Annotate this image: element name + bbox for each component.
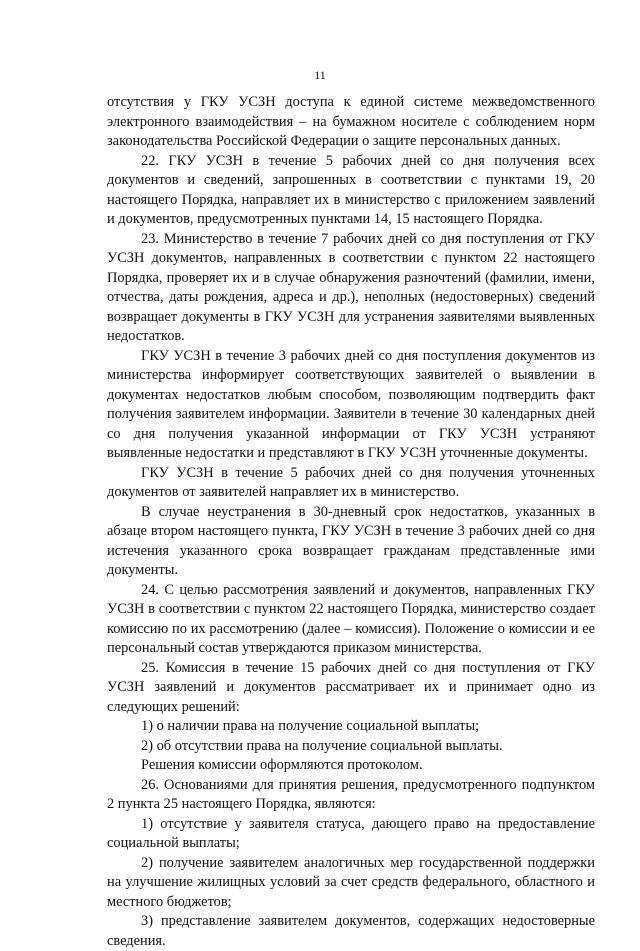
paragraph-item-23-forwarding: ГКУ УСЗН в течение 5 рабочих дней со дня получения уточненных документов от заявителей направляет их в министерство. bbox=[107, 464, 595, 500]
paragraph-item-25-decision-1: 1) о наличии права на получение социальной выплаты; bbox=[141, 718, 480, 734]
paragraph-item-25: 25. Комиссия в течение 15 рабочих дней со дня поступления от ГКУ УСЗН заявлений и документов рассматривает их и принимает одно из следующих решений: bbox=[107, 659, 595, 715]
paragraph-item-25-protocol: Решения комиссии оформляются протоколом. bbox=[141, 757, 423, 773]
paragraph-item-26-ground-1: 1) отсутствие у заявителя статуса, дающего право на предоставление социальной выплаты; bbox=[107, 815, 595, 851]
paragraph-item-23: 23. Министерство в течение 7 рабочих дней со дня поступления от ГКУ УСЗН документов, направленных в соответствии с пунктом 22 настоящего Порядка, проверяет их и в случае обнаружения разночтений (фамилии, имени, отчества, даты рождения, адреса и др.), неполных (недостоверных) сведений возвращает документы в ГКУ УСЗН для устранения заявителями выявленных недостатков. bbox=[107, 230, 595, 344]
page-number: 11 bbox=[314, 68, 326, 82]
paragraph-item-26-ground-3: 3) представление заявителем документов, содержащих недостоверные сведения. bbox=[107, 913, 595, 949]
paragraph-item-24: 24. С целью рассмотрения заявлений и документов, направленных ГКУ УСЗН в соответствии с пунктом 22 настоящего Порядка, министерство создает комиссию по их рассмотрению (далее – комиссия). Положение о комиссии и ее персональный состав утверждаются приказом министерства. bbox=[107, 581, 595, 656]
paragraph-item-26: 26. Основаниями для принятия решения, предусмотренного подпунктом 2 пункта 25 настоящего Порядка, являются: bbox=[107, 776, 595, 812]
paragraph-item-22: 22. ГКУ УСЗН в течение 5 рабочих дней со дня получения всех документов и сведений, запрошенных в соответствии с пунктами 19, 20 настоящего Порядка, направляет их в министерство с приложением заявлений и документов, предусмотренных пунктами 14, 15 настоящего Порядка. bbox=[107, 152, 595, 227]
paragraph-item-23-return: В случае неустранения в 30-дневный срок недостатков, указанных в абзаце втором настоящего пункта, ГКУ УСЗН в течение 3 рабочих дней со дня истечения указанного срока возвращает гражданам представленные ими документы. bbox=[107, 503, 595, 578]
paragraph-item-23-informing: ГКУ УСЗН в течение 3 рабочих дней со дня поступления документов из министерства информирует соответствующих заявителей о выявлении в документах недостатков любым способом, позволяющим подтвердить факт получения заявителем информации. Заявители в течение 30 календарных дней со дня получения указанной информации от ГКУ УСЗН устраняют выявленные недостатки и представляют в ГКУ УСЗН уточненные документы. bbox=[107, 347, 595, 461]
paragraph-item-25-decision-2: 2) об отсутствии права на получение социальной выплаты. bbox=[141, 737, 503, 754]
paragraph-item-26-ground-2: 2) получение заявителем аналогичных мер государственной поддержки на улучшение жилищных условий за счет средств федерального, областного и местного бюджетов; bbox=[107, 854, 595, 910]
paragraph-continuation: отсутствия у ГКУ УСЗН доступа к единой системе межведомственного электронного взаимодействия – на бумажном носителе с соблюдением норм законодательства Российской Федерации о защите персональных данных. bbox=[107, 94, 595, 149]
document-body bbox=[107, 93, 595, 951]
